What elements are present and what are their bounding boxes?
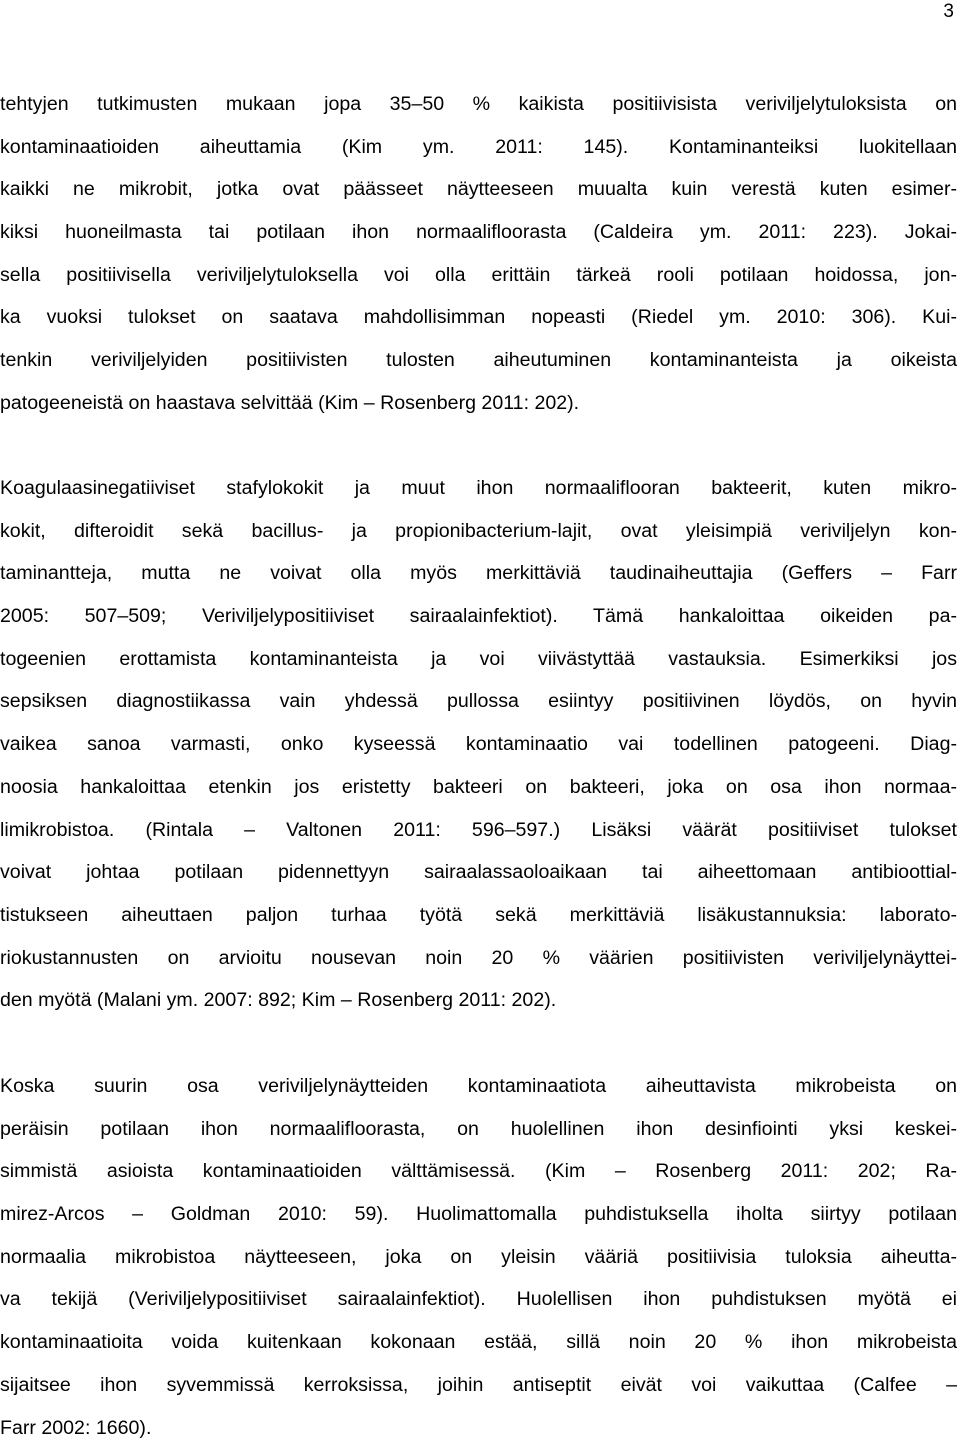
text-line: sepsiksen diagnostiikassa vain yhdessä pullossa esiintyy positiivinen löydös, on hyvin [0,680,957,723]
page-number: 3 [943,2,954,21]
text-line: taminantteja, mutta ne voivat olla myös merkittäviä taudinaiheuttajia (Geffers – Farr [0,552,957,595]
text-line: limikrobistoa. (Rintala – Valtonen 2011: 596–597.) Lisäksi väärät positiiviset tulokset [0,809,957,852]
text-line: den myötä (Malani ym. 2007: 892; Kim – Rosenberg 2011: 202). [0,979,957,1022]
text-line: vaikea sanoa varmasti, onko kyseessä kontaminaatio vai todellinen patogeeni. Diag- [0,723,957,766]
text-line: va tekijä (Veriviljelypositiiviset sairaalainfektiot). Huolellisen ihon puhdistuksen myötä ei [0,1278,957,1321]
text-line: Koska suurin osa veriviljelynäytteiden kontaminaatiota aiheuttavista mikrobeista on [0,1065,957,1108]
text-line: peräisin potilaan ihon normaalifloorasta, on huolellinen ihon desinfiointi yksi keskei- [0,1108,957,1151]
paragraph-3 [0,1065,957,1449]
text-line: kaikki ne mikrobit, jotka ovat päässeet näytteeseen muualta kuin verestä kuten esimer- [0,168,957,211]
text-line: sella positiivisella veriviljelytuloksella voi olla erittäin tärkeä rooli potilaan hoidossa, jon- [0,254,957,297]
text-line: patogeeneistä on haastava selvittää (Kim – Rosenberg 2011: 202). [0,382,957,425]
text-line: voivat johtaa potilaan pidennettyyn sairaalassaoloaikaan tai aiheettomaan antibioottial- [0,851,957,894]
text-line: ka vuoksi tulokset on saatava mahdollisimman nopeasti (Riedel ym. 2010: 306). Kui- [0,296,957,339]
paragraph-1 [0,83,957,425]
text-line: togeenien erottamista kontaminanteista ja voi viivästyttää vastauksia. Esimerkiksi jos [0,638,957,681]
text-line: kontaminaatioiden aiheuttamia (Kim ym. 2011: 145). Kontaminanteiksi luokitellaan [0,126,957,169]
text-line: mirez-Arcos – Goldman 2010: 59). Huolimattomalla puhdistuksella iholta siirtyy potilaan [0,1193,957,1236]
text-line: kiksi huoneilmasta tai potilaan ihon normaalifloorasta (Caldeira ym. 2011: 223). Jokai- [0,211,957,254]
text-line: tistukseen aiheuttaen paljon turhaa työtä sekä merkittäviä lisäkustannuksia: laborato- [0,894,957,937]
text-line: normaalia mikrobistoa näytteeseen, joka on yleisin vääriä positiivisia tuloksia aiheutta- [0,1236,957,1279]
text-line: riokustannusten on arvioitu nousevan noin 20 % väärien positiivisten veriviljelynäyttei- [0,937,957,980]
text-line: tenkin veriviljelyiden positiivisten tulosten aiheutuminen kontaminanteista ja oikeista [0,339,957,382]
text-line: noosia hankaloittaa etenkin jos eristetty bakteeri on bakteeri, joka on osa ihon normaa- [0,766,957,809]
text-line: Koagulaasinegatiiviset stafylokokit ja muut ihon normaaliflooran bakteerit, kuten mikro- [0,467,957,510]
text-line: sijaitsee ihon syvemmissä kerroksissa, joihin antiseptit eivät voi vaikuttaa (Calfee – [0,1364,957,1407]
text-line: tehtyjen tutkimusten mukaan jopa 35–50 % kaikista positiivisista veriviljelytuloksista on [0,83,957,126]
text-line: kontaminaatioita voida kuitenkaan kokonaan estää, sillä noin 20 % ihon mikrobeista [0,1321,957,1364]
paragraph-2 [0,467,957,1022]
text-line: 2005: 507–509; Veriviljelypositiiviset sairaalainfektiot). Tämä hankaloittaa oikeiden pa- [0,595,957,638]
text-line: kokit, difteroidit sekä bacillus- ja propionibacterium-lajit, ovat yleisimpiä veriviljelyn kon- [0,510,957,553]
text-line: simmistä asioista kontaminaatioiden välttämisessä. (Kim – Rosenberg 2011: 202; Ra- [0,1150,957,1193]
text-line: Farr 2002: 1660). [0,1407,957,1449]
